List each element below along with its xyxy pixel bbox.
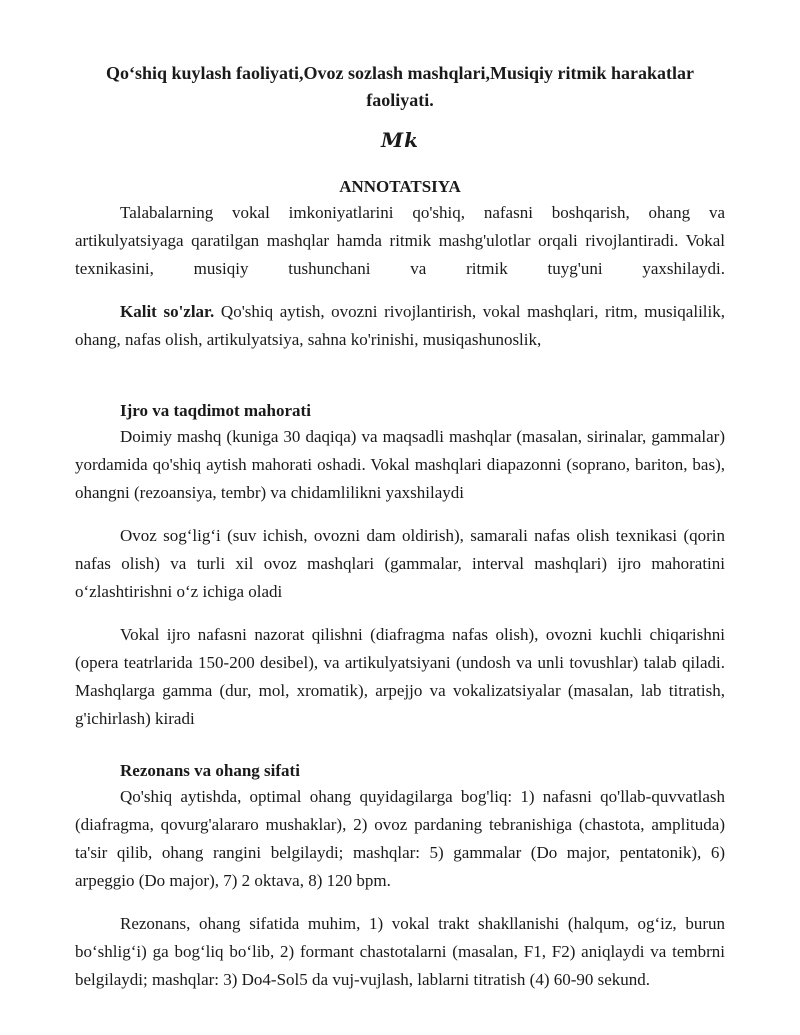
section-paragraph: Vokal ijro nafasni nazorat qilishni (diafragma nafas olish), ovozni kuchli chiqarishni (opera teatrlarida 150-200 desibel), va artikulyatsiyani (undosh va unli tovushlar) talab qiladi. Mashqlarga gamma (dur, mol, xromatik), arpejjo va vokalizatsiyalar (masalan, lab titratish, g'ichirlash) kiradi <box>75 625 725 728</box>
paper-title: Qo‘shiq kuylash faoliyati,Ovoz sozlash mashqlari,Musiqiy ritmik harakatlar faoliyati. <box>105 63 695 110</box>
section-paragraph: Doimiy mashq (kuniga 30 daqiqa) va maqsadli mashqlar (masalan, sirinalar, gammalar) yordamida qo'shiq aytish mahorati oshadi. Vokal mashqlari diapazonni (soprano, bariton, bas), ohangni (rezoansiya, tembr) va chidamlilikni yaxshilaydi <box>75 427 725 502</box>
section-heading-performance: Ijro va taqdimot mahorati <box>120 401 311 420</box>
section-paragraph: Rezonans, ohang sifatida muhim, 1) vokal trakt shakllanishi (halqum, og‘iz, burun bo‘shlig‘i) ga bog‘liq bo‘lib, 2) formant chastotalarni (masalan, F1, F2) aniqlaydi va tembrni belgilaydi; mashqlar: 3) Do4-Sol5 da vuj-vujlash, lablarni titratish (4) 60-90 sekund. <box>75 914 725 989</box>
section-heading-resonance: Rezonans va ohang sifati <box>120 761 300 780</box>
abstract-heading: ANNOTATSIYA <box>339 177 461 196</box>
section-paragraph: Qo'shiq aytishda, optimal ohang quyidagilarga bog'liq: 1) nafasni qo'llab-quvvatlash (diafragma, qovurg'alararo mushaklar), 2) ovoz pardaning tebranishiga (chastota, amplituda) ta'sir qilib, ohang rangini belgilaydi; mashqlar: 5) gammalar (Do major, pentatonik), 6) arpeggio (Do major), 7) 2 oktava, 8) 120 bpm. <box>75 787 725 890</box>
abstract-text: Talabalarning vokal imkoniyatlarini qo'shiq, nafasni boshqarish, ohang va artikulyatsiyaga qaratilgan mashqlar hamda ritmik mashg'ulotlar orqali rivojlantiradi. Vokal texnikasini, musiqiy tushunchani va ritmik tuyg'uni yaxshilaydi. <box>75 203 725 278</box>
section-paragraph: Ovoz sog‘lig‘i (suv ichish, ovozni dam oldirish), samarali nafas olish texnikasi (qorin nafas olish) va turli xil ovoz mashqlari (gammalar, interval mashqlari) ijro mahoratini o‘zlashtirishni o‘z ichiga oladi <box>75 526 725 601</box>
keywords-paragraph <box>75 298 725 354</box>
keywords-text: Qo'shiq aytish, ovozni rivojlantirish, vokal mashqlari, ritm, musiqalilik, ohang, nafas olish, artikulyatsiya, sahna ko'rinishi, musiqashunoslik, <box>75 302 725 349</box>
keywords-label: Kalit so'zlar. <box>120 302 215 321</box>
author-name: Mk <box>381 128 419 152</box>
